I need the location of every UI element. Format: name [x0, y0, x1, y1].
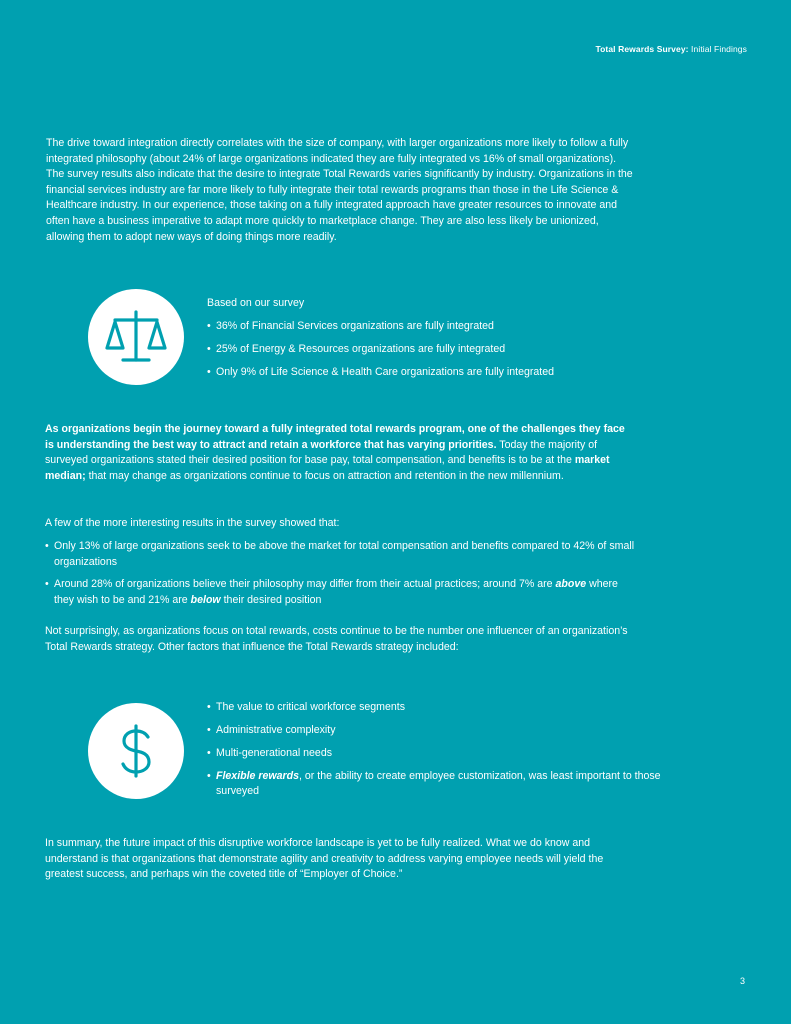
result-text: Around 28% of organizations believe their philosophy may differ from their actual practices; around 7% are: [54, 578, 556, 591]
result-text: their desired position: [220, 593, 322, 606]
factor-text: , or the ability to create employee customization, was least important to those surveyed: [216, 770, 661, 797]
page-number: 3: [739, 976, 745, 986]
factors-paragraph: Not surprisingly, as organizations focus on total rewards, costs continue to be the number one influencer of an organization’s Total Rewards strategy. Other factors that influence the Total Rewards strategy included:: [45, 625, 628, 653]
list-item: • 25% of Energy & Resources organizations are fully integrated: [207, 342, 627, 357]
list-item: [207, 769, 667, 799]
list-item: • Administrative complexity: [207, 723, 667, 738]
list-item: • 36% of Financial Services organizations are fully integrated: [207, 319, 627, 334]
balance-scale-icon: [88, 289, 184, 385]
list-item: • Only 9% of Life Science & Health Care organizations are fully integrated: [207, 365, 627, 380]
journey-text-2: that may change as organizations continue to focus on attraction and retention in the new millennium.: [85, 469, 564, 482]
factors-list: [207, 700, 667, 807]
header-title-rest: Initial Findings: [688, 44, 747, 54]
header-title-bold: Total Rewards Survey:: [595, 44, 689, 54]
dollar-sign-icon: [88, 703, 184, 799]
above-term: above: [555, 578, 587, 591]
list-item: • Only 13% of large organizations seek to be above the market for total compensation and benefits compared to 42% of small organizations: [45, 539, 635, 570]
results-list: [45, 539, 635, 615]
journey-text-1: Today the majority of surveyed organizations stated their desired position for base pay, total compensation, and benefits is to be at the: [45, 438, 598, 467]
list-item: • Multi-generational needs: [207, 746, 667, 761]
running-header: [595, 44, 747, 54]
journey-paragraph: [45, 422, 635, 484]
below-term: below: [190, 593, 221, 606]
result-text: where they wish to be and 21% are: [54, 578, 618, 606]
list-item: [45, 577, 635, 608]
survey-intro: Based on our survey: [207, 297, 305, 309]
journey-bold-lead: As organizations begin the journey toward a fully integrated total rewards program, one of the challenges they face is understanding the best way to attract and retain a workforce that has varying priorities.: [45, 423, 625, 451]
market-median-term: market median;: [45, 454, 610, 482]
intro-paragraph: The drive toward integration directly correlates with the size of company, with larger organizations more likely to follow a fully integrated philosophy (about 24% of large organizations indicated they are fully integrated vs 16% of small organizations). The survey results also indicate that the desire to integrate Total Rewards varies significantly by industry. Organizations in the financial services industry are far more likely to fully integrate their total rewards programs than those in the Life Science & Healthcare industry. In our experience, those taking on a fully integrated approach have greater resources to innovate and often have a business imperative to adapt more quickly to marketplace change. They are also less likely be unionized, allowing them to adopt new ways of doing things more readily.: [46, 137, 633, 243]
survey-list: [207, 319, 627, 380]
results-intro: A few of the more interesting results in the survey showed that:: [45, 517, 340, 529]
list-item: • The value to critical workforce segments: [207, 700, 667, 715]
survey-highlights: [207, 296, 627, 388]
flexible-rewards-term: Flexible rewards: [216, 770, 300, 782]
summary-paragraph: In summary, the future impact of this disruptive workforce landscape is yet to be fully realized. What we do know and understand is that organizations that demonstrate agility and creativity to address varying employee needs will yield the greatest success, and perhaps win the coveted title of “Employer of Choice.”: [45, 837, 604, 881]
